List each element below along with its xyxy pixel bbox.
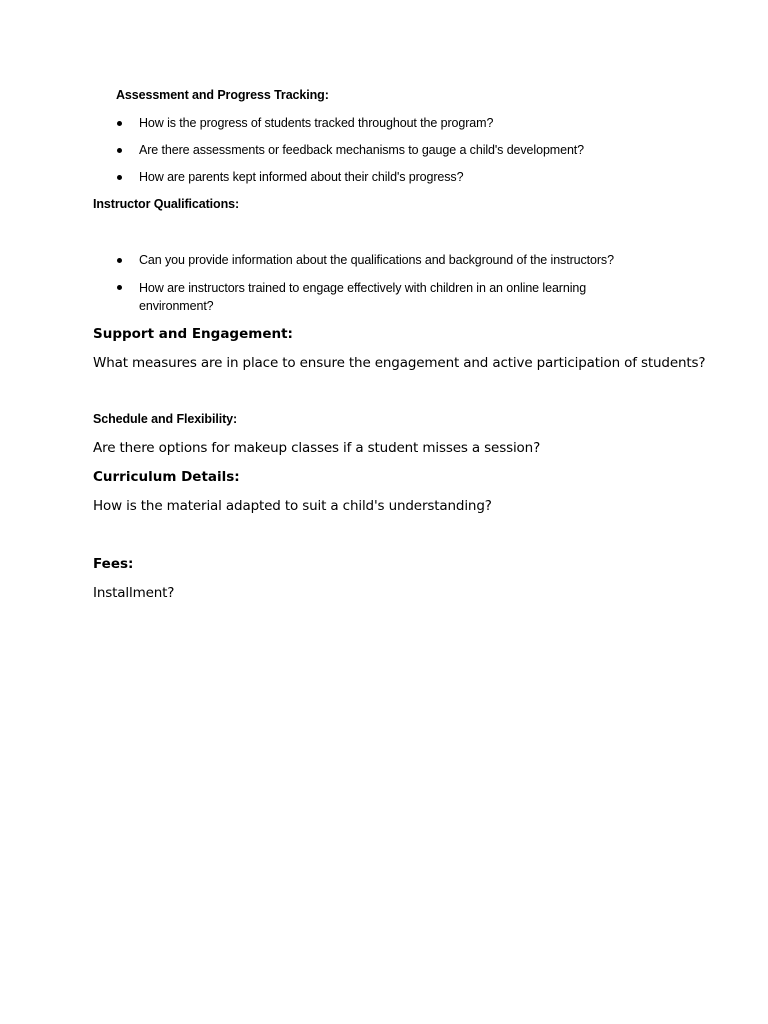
list-item: How are instructors trained to engage effectively with children in an online learning environment? [139, 281, 587, 313]
bullet-dot [117, 121, 122, 126]
paragraph-curriculum: How is the material adapted to suit a child's understanding? [93, 498, 492, 514]
bullet-dot [117, 258, 122, 263]
bullet-dot [117, 285, 122, 290]
heading-assessment: Assessment and Progress Tracking: [116, 88, 329, 102]
heading-schedule: Schedule and Flexibility: [93, 412, 238, 426]
heading-fees: Fees: [93, 556, 134, 572]
paragraph-support: What measures are in place to ensure the engagement and active participation of students? [93, 355, 706, 371]
heading-curriculum: Curriculum Details: [93, 469, 240, 485]
list-item: Are there assessments or feedback mechanisms to gauge a child's development? [139, 143, 585, 157]
paragraph-fees: Installment? [93, 585, 175, 601]
bullet-dot [117, 148, 122, 153]
paragraph-schedule: Are there options for makeup classes if a student misses a session? [93, 440, 541, 456]
list-item: How is the progress of students tracked throughout the program? [139, 116, 494, 130]
bullet-dot [117, 175, 122, 180]
heading-instructor: Instructor Qualifications: [93, 197, 240, 211]
list-item: How are parents kept informed about their child's progress? [139, 170, 464, 184]
list-item: Can you provide information about the qualifications and background of the instructors? [139, 253, 614, 267]
heading-support: Support and Engagement: [93, 326, 293, 342]
